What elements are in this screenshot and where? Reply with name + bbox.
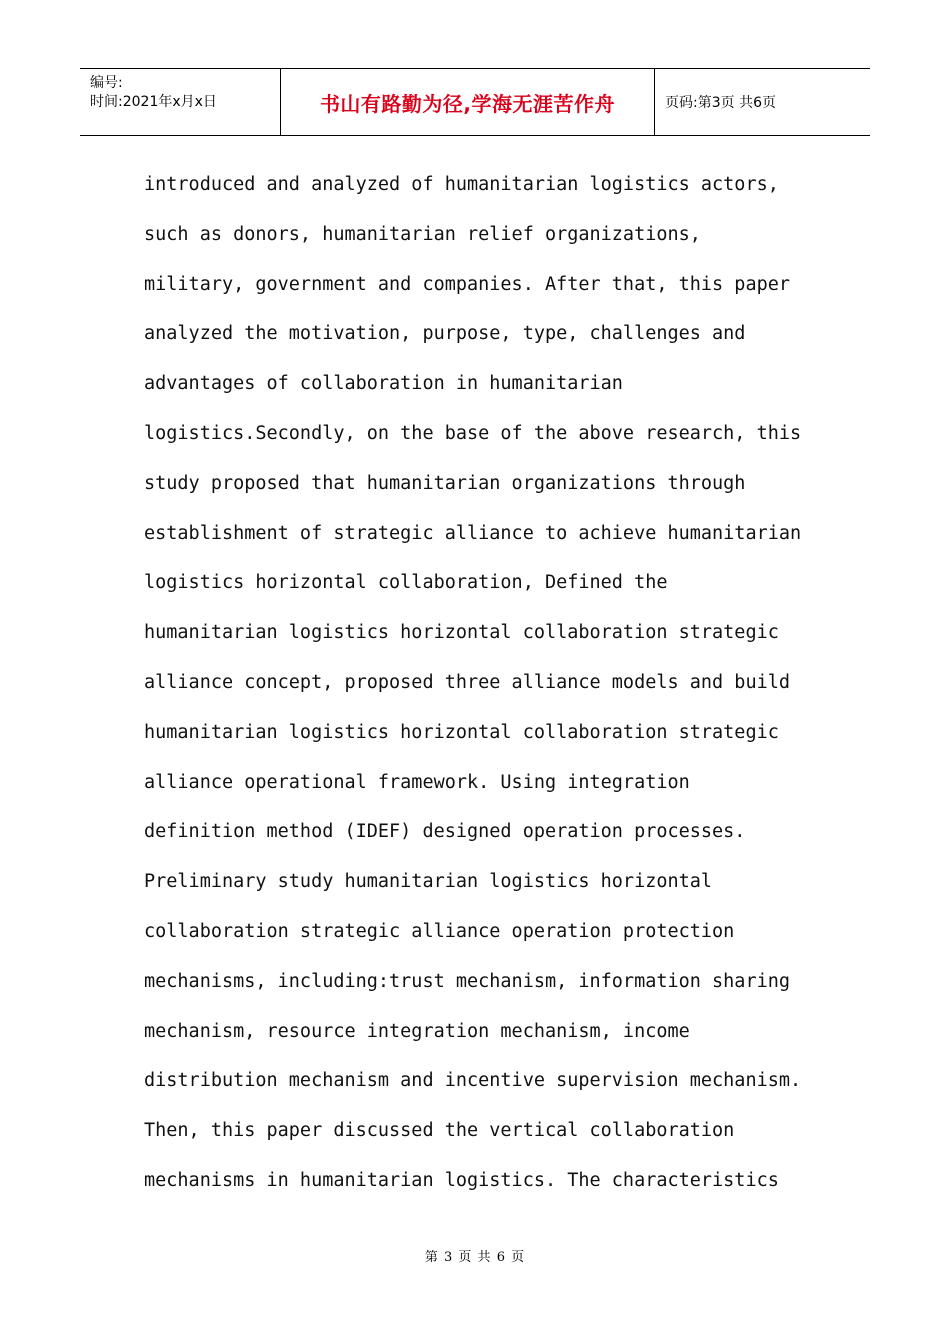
text-line: logistics horizontal collaboration, Defined the <box>144 572 668 594</box>
document-body <box>144 162 844 1208</box>
header-page-cell <box>655 69 870 135</box>
text-line: mechanism, resource integration mechanism, income <box>144 1020 690 1042</box>
page-header <box>80 68 870 136</box>
text-line: humanitarian logistics horizontal collaboration strategic <box>144 622 779 644</box>
text-line: alliance operational framework. Using integration <box>144 771 690 793</box>
text-line: study proposed that humanitarian organizations through <box>144 472 746 494</box>
text-line: military, government and companies. After that, this paper <box>144 273 791 295</box>
text-line: logistics.Secondly, on the base of the above research, this <box>144 422 802 444</box>
page-footer: 第 3 页 共 6 页 <box>424 1250 526 1265</box>
text-line: analyzed the motivation, purpose, type, challenges and <box>144 323 746 345</box>
text-line: introduced and analyzed of humanitarian logistics actors, <box>144 174 779 195</box>
text-line: mechanisms, including:trust mechanism, information sharing <box>144 970 791 992</box>
text-line: such as donors, humanitarian relief organizations, <box>144 223 701 245</box>
text-line: establishment of strategic alliance to achieve humanitarian <box>144 522 802 544</box>
text-line: Preliminary study humanitarian logistics horizontal <box>144 871 713 893</box>
text-line: advantages of collaboration in humanitarian <box>144 373 623 395</box>
text-line: Then, this paper discussed the vertical collaboration <box>144 1120 735 1142</box>
header-page-info: 页码:第3页 共6页 <box>665 95 776 111</box>
text-line: distribution mechanism and incentive supervision mechanism. <box>144 1070 802 1092</box>
document-number-label: 编号: <box>90 75 123 91</box>
header-motto-cell <box>281 69 655 135</box>
text-line: collaboration strategic alliance operation protection <box>144 920 735 942</box>
text-line: definition method (IDEF) designed operation processes. <box>144 821 746 843</box>
text-line: humanitarian logistics horizontal collaboration strategic <box>144 721 779 743</box>
text-line: alliance concept, proposed three alliance models and build <box>144 671 791 693</box>
document-date-label: 时间:2021年x月x日 <box>90 94 217 110</box>
header-motto: 书山有路勤为径,学海无涯苦作舟 <box>319 91 616 116</box>
header-meta-cell <box>80 69 281 135</box>
text-line: mechanisms in humanitarian logistics. The characteristics <box>144 1169 779 1191</box>
